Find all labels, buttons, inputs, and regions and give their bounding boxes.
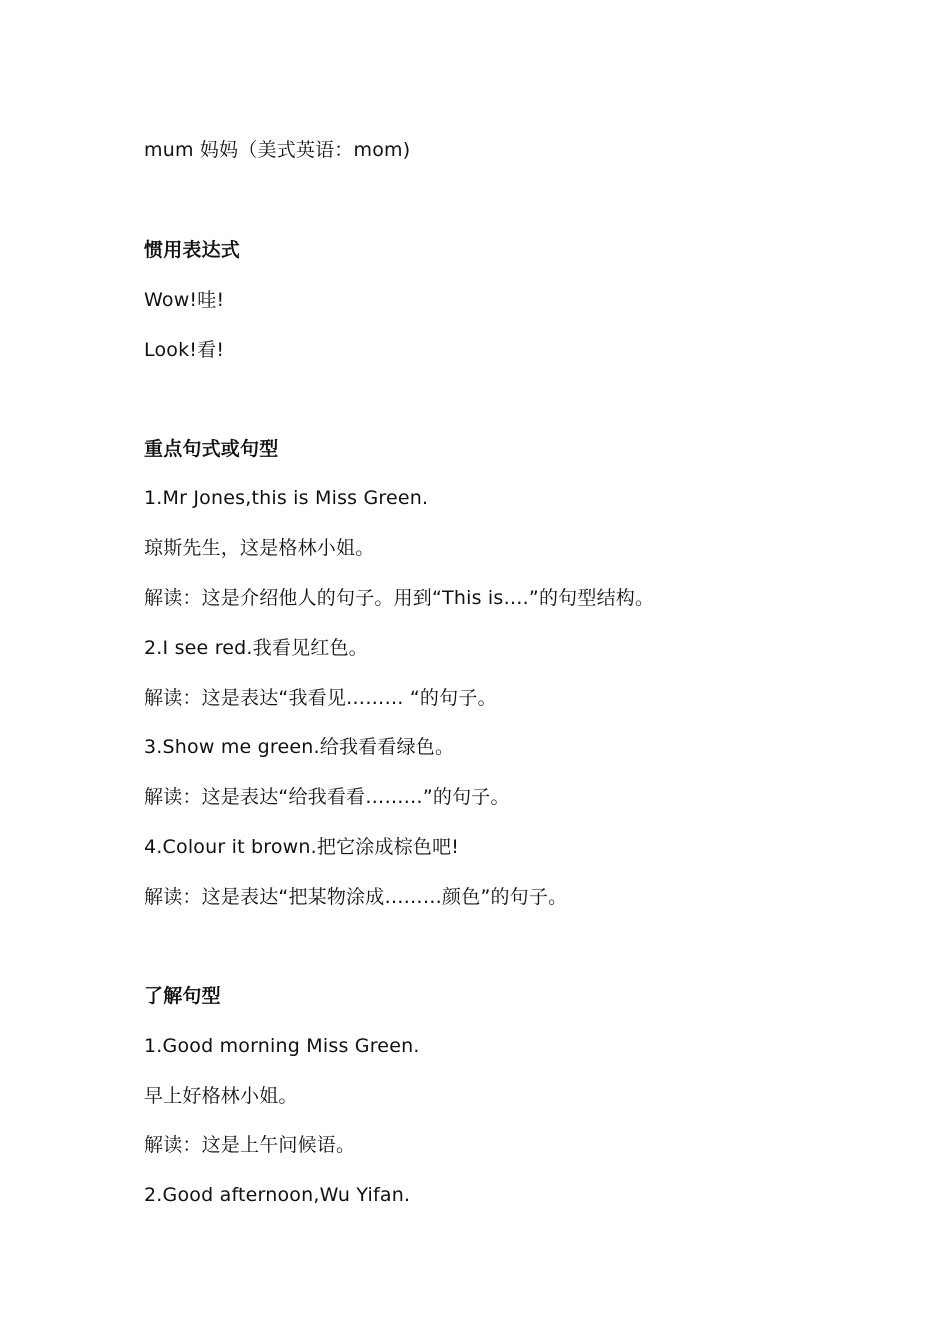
sentence-line: 3.Show me green.给我看看绿色。 (144, 736, 455, 758)
sentence-line: 4.Colour it brown.把它涂成棕色吧! (144, 836, 460, 858)
explanation-line: 解读：这是表达“把某物涂成………颜色”的句子。 (144, 886, 568, 908)
sentence-line: 2.I see red.我看见红色。 (144, 637, 368, 659)
expression-line: Look!看! (144, 339, 225, 361)
section-heading-learn-sentences: 了解句型 (144, 985, 221, 1007)
translation-line: 早上好格林小姐。 (144, 1085, 298, 1107)
section-heading-key-sentences: 重点句式或句型 (144, 438, 279, 460)
translation-line: 琼斯先生，这是格林小姐。 (144, 537, 375, 559)
sentence-line: 2.Good afternoon,Wu Yifan. (144, 1184, 411, 1206)
explanation-line: 解读：这是上午问候语。 (144, 1134, 356, 1156)
sentence-line: 1.Good morning Miss Green. (144, 1035, 420, 1057)
explanation-line: 解读：这是表达“给我看看………”的句子。 (144, 786, 510, 808)
explanation-line: 解读：这是表达“我看见……… “的句子。 (144, 687, 497, 709)
sentence-line: 1.Mr Jones,this is Miss Green. (144, 487, 429, 509)
vocab-line-mum: mum 妈妈（美式英语：mom) (144, 139, 411, 161)
expression-line: Wow!哇! (144, 289, 225, 311)
explanation-line: 解读：这是介绍他人的句子。用到“This is….”的句型结构。 (144, 587, 655, 609)
section-heading-expressions: 惯用表达式 (144, 239, 241, 261)
